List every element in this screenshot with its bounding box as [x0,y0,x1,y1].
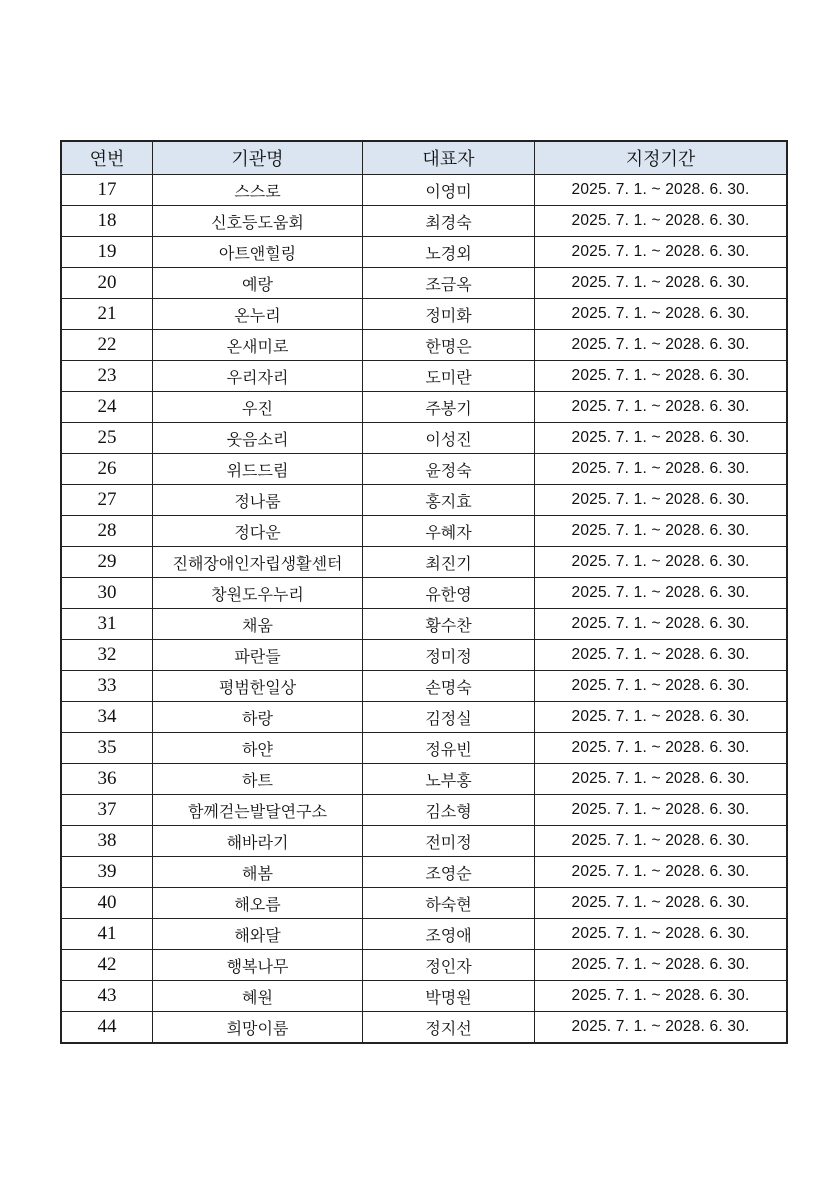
row-number: 24 [62,392,153,423]
org-name: 신호등도움회 [153,206,363,237]
row-number: 19 [62,237,153,268]
org-name: 온새미로 [153,330,363,361]
header-rep: 대표자 [363,142,535,175]
representative: 정유빈 [363,733,535,764]
table-row [62,981,787,1012]
designation-period: 2025. 7. 1. ~ 2028. 6. 30. [535,671,787,702]
designation-period: 2025. 7. 1. ~ 2028. 6. 30. [535,857,787,888]
table-row [62,733,787,764]
table-row [62,950,787,981]
table-row [62,175,787,206]
representative: 유한영 [363,578,535,609]
row-number: 23 [62,361,153,392]
table-row [62,547,787,578]
org-name: 창원도우누리 [153,578,363,609]
org-name: 하얀 [153,733,363,764]
designation-period: 2025. 7. 1. ~ 2028. 6. 30. [535,795,787,826]
table-row [62,640,787,671]
row-number: 40 [62,888,153,919]
table-row [62,764,787,795]
org-name: 온누리 [153,299,363,330]
row-number: 39 [62,857,153,888]
designation-period: 2025. 7. 1. ~ 2028. 6. 30. [535,640,787,671]
table-row [62,919,787,950]
table-row [62,454,787,485]
designation-period: 2025. 7. 1. ~ 2028. 6. 30. [535,702,787,733]
org-name: 아트앤힐링 [153,237,363,268]
row-number: 32 [62,640,153,671]
representative: 이영미 [363,175,535,206]
designation-period: 2025. 7. 1. ~ 2028. 6. 30. [535,1012,787,1043]
org-name: 정다운 [153,516,363,547]
designation-period: 2025. 7. 1. ~ 2028. 6. 30. [535,578,787,609]
org-name: 웃음소리 [153,423,363,454]
org-name: 해봄 [153,857,363,888]
representative: 조영애 [363,919,535,950]
row-number: 30 [62,578,153,609]
designation-period: 2025. 7. 1. ~ 2028. 6. 30. [535,609,787,640]
org-name: 파란들 [153,640,363,671]
designation-period: 2025. 7. 1. ~ 2028. 6. 30. [535,516,787,547]
org-name: 우진 [153,392,363,423]
designation-period: 2025. 7. 1. ~ 2028. 6. 30. [535,206,787,237]
header-no: 연번 [62,142,153,175]
table-row [62,826,787,857]
designation-period: 2025. 7. 1. ~ 2028. 6. 30. [535,733,787,764]
designation-period: 2025. 7. 1. ~ 2028. 6. 30. [535,485,787,516]
table-row [62,392,787,423]
table-row [62,361,787,392]
table-row [62,237,787,268]
header-org: 기관명 [153,142,363,175]
designation-period: 2025. 7. 1. ~ 2028. 6. 30. [535,299,787,330]
row-number: 31 [62,609,153,640]
org-name: 하트 [153,764,363,795]
representative: 한명은 [363,330,535,361]
org-name: 혜원 [153,981,363,1012]
org-name: 위드드림 [153,454,363,485]
org-name: 해바라기 [153,826,363,857]
designation-period: 2025. 7. 1. ~ 2028. 6. 30. [535,764,787,795]
table-row [62,206,787,237]
representative: 김소형 [363,795,535,826]
designation-period: 2025. 7. 1. ~ 2028. 6. 30. [535,826,787,857]
row-number: 43 [62,981,153,1012]
table-row [62,330,787,361]
row-number: 17 [62,175,153,206]
org-name: 정나룸 [153,485,363,516]
org-name: 평범한일상 [153,671,363,702]
org-name: 예랑 [153,268,363,299]
designation-period: 2025. 7. 1. ~ 2028. 6. 30. [535,919,787,950]
row-number: 26 [62,454,153,485]
org-name: 희망이룸 [153,1012,363,1043]
representative: 최경숙 [363,206,535,237]
representative: 정미정 [363,640,535,671]
table-row [62,516,787,547]
table-row [62,671,787,702]
table-row [62,1012,787,1043]
representative: 홍지효 [363,485,535,516]
row-number: 44 [62,1012,153,1043]
representative: 손명숙 [363,671,535,702]
org-name: 해오름 [153,888,363,919]
org-name: 해와달 [153,919,363,950]
representative: 정미화 [363,299,535,330]
designation-period: 2025. 7. 1. ~ 2028. 6. 30. [535,237,787,268]
org-name: 하랑 [153,702,363,733]
row-number: 18 [62,206,153,237]
row-number: 29 [62,547,153,578]
row-number: 36 [62,764,153,795]
designation-period: 2025. 7. 1. ~ 2028. 6. 30. [535,981,787,1012]
representative: 정지선 [363,1012,535,1043]
representative: 황수찬 [363,609,535,640]
representative: 조금옥 [363,268,535,299]
row-number: 22 [62,330,153,361]
table-header [62,142,787,175]
row-number: 38 [62,826,153,857]
row-number: 34 [62,702,153,733]
table-row [62,609,787,640]
row-number: 20 [62,268,153,299]
table-row [62,795,787,826]
org-name: 함께걷는발달연구소 [153,795,363,826]
representative: 이성진 [363,423,535,454]
designation-period: 2025. 7. 1. ~ 2028. 6. 30. [535,175,787,206]
designation-period: 2025. 7. 1. ~ 2028. 6. 30. [535,950,787,981]
designation-period: 2025. 7. 1. ~ 2028. 6. 30. [535,423,787,454]
row-number: 41 [62,919,153,950]
org-name: 채움 [153,609,363,640]
row-number: 33 [62,671,153,702]
header-period: 지정기간 [535,142,787,175]
table-row [62,423,787,454]
representative: 박명원 [363,981,535,1012]
representative: 전미정 [363,826,535,857]
table-row [62,888,787,919]
representative: 김정실 [363,702,535,733]
designation-period: 2025. 7. 1. ~ 2028. 6. 30. [535,547,787,578]
designation-table [61,141,787,1043]
representative: 노경외 [363,237,535,268]
org-name: 진해장애인자립생활센터 [153,547,363,578]
row-number: 21 [62,299,153,330]
row-number: 42 [62,950,153,981]
table-row [62,702,787,733]
table-row [62,299,787,330]
designation-period: 2025. 7. 1. ~ 2028. 6. 30. [535,268,787,299]
table-row [62,578,787,609]
table-row [62,268,787,299]
row-number: 25 [62,423,153,454]
table-row [62,857,787,888]
representative: 조영순 [363,857,535,888]
representative: 노부홍 [363,764,535,795]
row-number: 28 [62,516,153,547]
designation-period: 2025. 7. 1. ~ 2028. 6. 30. [535,888,787,919]
representative: 정인자 [363,950,535,981]
org-name: 우리자리 [153,361,363,392]
representative: 최진기 [363,547,535,578]
designation-period: 2025. 7. 1. ~ 2028. 6. 30. [535,361,787,392]
representative: 주봉기 [363,392,535,423]
designation-period: 2025. 7. 1. ~ 2028. 6. 30. [535,392,787,423]
row-number: 27 [62,485,153,516]
org-name: 스스로 [153,175,363,206]
representative: 윤정숙 [363,454,535,485]
representative: 도미란 [363,361,535,392]
org-name: 행복나무 [153,950,363,981]
representative: 하숙현 [363,888,535,919]
row-number: 37 [62,795,153,826]
table-body [62,175,787,1043]
designation-period: 2025. 7. 1. ~ 2028. 6. 30. [535,330,787,361]
header-row [62,142,787,175]
designation-period: 2025. 7. 1. ~ 2028. 6. 30. [535,454,787,485]
row-number: 35 [62,733,153,764]
representative: 우혜자 [363,516,535,547]
table-row [62,485,787,516]
